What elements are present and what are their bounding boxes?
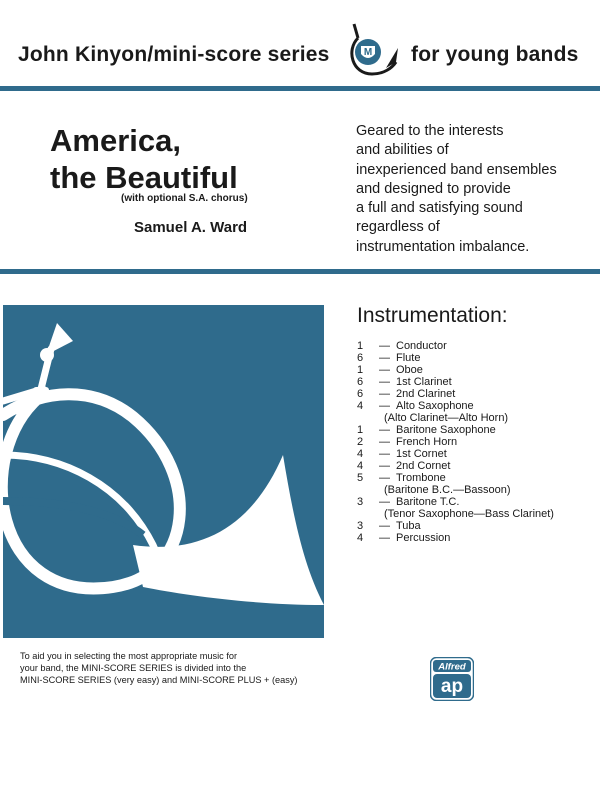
instrument-name: Oboe <box>396 364 423 376</box>
description-line: and abilities of <box>356 142 449 159</box>
instrument-quantity: 4 <box>357 400 364 412</box>
instrument-name: Alto Saxophone <box>396 400 474 412</box>
instrument-name: Percussion <box>396 532 451 544</box>
instrument-quantity: 1 <box>357 364 364 376</box>
instrument-quantity: 5 <box>357 472 364 484</box>
instrument-quantity: 3 <box>357 496 364 508</box>
emblem-letter: M <box>363 47 373 58</box>
score-subtitle: (with optional S.A. chorus) <box>121 193 248 204</box>
publisher-mark: ap <box>440 676 464 697</box>
instrument-substitution: (Baritone B.C.—Bassoon) <box>384 484 511 496</box>
description-line: inexperienced band ensembles <box>356 161 557 178</box>
grading-note <box>20 651 320 686</box>
composer-name: Samuel A. Ward <box>134 219 248 236</box>
instrument-name: Trombone <box>396 472 446 484</box>
description-line: instrumentation imbalance. <box>356 238 530 255</box>
french-horn-illustration <box>3 305 324 638</box>
instrument-dash: — <box>379 472 390 484</box>
instrument-name: Baritone T.C. <box>396 496 460 508</box>
instrument-row <box>357 460 554 472</box>
instrument-row <box>357 496 554 508</box>
instrument-row <box>357 424 554 436</box>
footer-line: To aid you in selecting the most appropriate music for <box>20 651 238 661</box>
alfred-publisher-logo <box>430 657 474 701</box>
instrument-quantity: 4 <box>357 460 364 472</box>
french-horn-emblem-icon <box>338 20 398 80</box>
instrument-row <box>357 448 554 460</box>
footer-line: your band, the MINI-SCORE SERIES is divided into the <box>20 662 247 673</box>
instrument-row <box>357 436 554 448</box>
instrument-quantity: 4 <box>357 532 364 544</box>
instrument-row <box>357 340 554 352</box>
instrument-name: 2nd Clarinet <box>396 388 456 400</box>
instrument-dash: — <box>379 340 390 352</box>
instrument-dash: — <box>379 448 390 460</box>
instrument-dash: — <box>379 436 390 448</box>
middle-divider <box>0 269 600 274</box>
instrument-row <box>357 532 554 544</box>
instrument-name: French Horn <box>396 436 458 448</box>
instrument-row <box>357 520 554 532</box>
description-line: regardless of <box>356 219 440 236</box>
instrument-quantity: 6 <box>357 352 364 364</box>
instrument-dash: — <box>379 520 390 532</box>
instrument-dash: — <box>379 532 390 544</box>
instrument-row <box>357 472 554 484</box>
instrument-quantity: 6 <box>357 388 364 400</box>
instrument-dash: — <box>379 352 390 364</box>
instrument-row <box>357 376 554 388</box>
instrument-row <box>357 400 554 412</box>
instrument-row <box>357 364 554 376</box>
instrument-quantity: 3 <box>357 520 364 532</box>
instrument-name: 1st Cornet <box>396 448 447 460</box>
instrument-dash: — <box>379 424 390 436</box>
instrument-name: Tuba <box>396 520 421 532</box>
instrument-quantity: 4 <box>357 448 364 460</box>
instrument-quantity: 1 <box>357 424 364 436</box>
instrument-name: 1st Clarinet <box>396 376 452 388</box>
series-description <box>356 122 586 257</box>
instrument-substitution: (Alto Clarinet—Alto Horn) <box>384 412 509 424</box>
series-tagline: for young bands <box>411 43 579 66</box>
instrument-dash: — <box>379 496 390 508</box>
instrument-substitution: (Tenor Saxophone—Bass Clarinet) <box>384 508 554 520</box>
score-title <box>50 122 238 196</box>
publisher-name: Alfred <box>438 661 466 673</box>
title-line-1: America, <box>50 123 181 158</box>
instrument-row <box>357 388 554 400</box>
instrument-name: Conductor <box>396 340 447 352</box>
description-line: and designed to provide <box>356 180 511 197</box>
title-line-2: the Beautiful <box>50 160 238 195</box>
instrument-row <box>357 352 554 364</box>
instrument-dash: — <box>379 376 390 388</box>
instrument-name: 2nd Cornet <box>396 460 451 472</box>
footer-line: MINI-SCORE SERIES (very easy) and MINI-SCORE PLUS + (easy) <box>20 674 298 685</box>
instrument-quantity: 6 <box>357 376 364 388</box>
instrument-dash: — <box>379 388 390 400</box>
instrument-dash: — <box>379 400 390 412</box>
instrument-name: Flute <box>396 352 421 364</box>
instrument-name: Baritone Saxophone <box>396 424 496 436</box>
description-line: a full and satisfying sound <box>356 200 523 217</box>
instrument-dash: — <box>379 460 390 472</box>
description-line: Geared to the interests <box>356 123 504 139</box>
instrument-quantity: 2 <box>357 436 364 448</box>
instrumentation-list <box>357 340 554 544</box>
instrument-quantity: 1 <box>357 340 364 352</box>
cover-artwork <box>3 305 324 638</box>
instrumentation-heading: Instrumentation: <box>357 304 508 327</box>
instrument-dash: — <box>379 364 390 376</box>
series-name: John Kinyon/mini-score series <box>18 43 330 66</box>
top-divider <box>0 86 600 91</box>
